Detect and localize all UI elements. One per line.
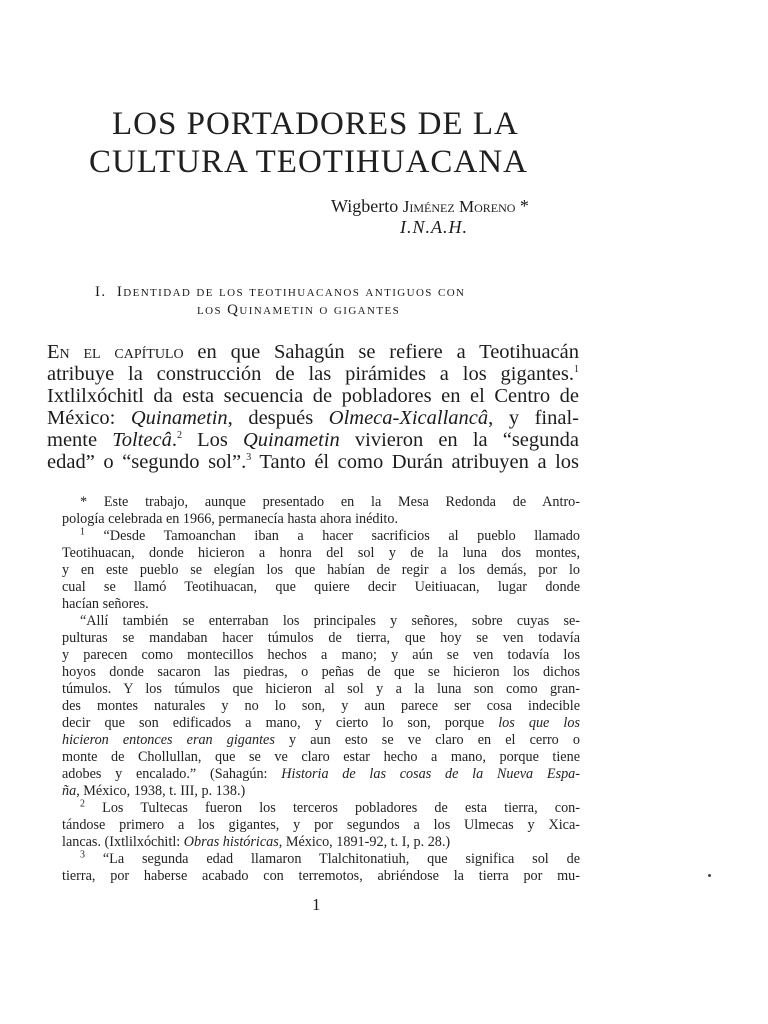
footnote-star-line-2: pología celebrada en 1966, permanecía hasta ahora inédito. bbox=[62, 511, 399, 527]
footnote-1-line-2: Teotihuacan, donde hicieron a honra del sol y de la luna dos montes, bbox=[62, 545, 580, 561]
footnote-1-text-15: adobes y encalado.” (Sahagún: bbox=[62, 766, 282, 782]
footnote-1-italic-13: hicieron entonces eran gigantes bbox=[62, 732, 275, 748]
scan-speck bbox=[708, 874, 711, 877]
article-title-line-2: CULTURA TEOTIHUACANA bbox=[89, 144, 528, 180]
footnote-1-line-14: monte de Chollullan, que se ve claro estar hecho a mano, porque tiene bbox=[62, 749, 580, 765]
body-italic-quinametin: Quinametin bbox=[130, 407, 228, 429]
body-line-4-c: , y final- bbox=[488, 407, 579, 429]
body-italic-quinametin-2: Quinametin bbox=[242, 429, 340, 451]
body-lead-small-caps: En el capítulo bbox=[47, 341, 184, 363]
footnote-2-line-3 bbox=[62, 834, 580, 851]
footnote-1-line-6: “Allí también se enterraban los principales y señores, sobre cuyas se- bbox=[80, 613, 580, 629]
body-line-1-text: en que Sahagún se refiere a Teotihuacán bbox=[183, 341, 579, 363]
section-number: I. bbox=[95, 284, 107, 300]
footnote-1-line-10: túmulos. Y los túmulos que hicieron al sol y a la luna son como gran- bbox=[62, 681, 580, 697]
body-line-4-a: México: bbox=[47, 407, 131, 429]
body-line-5-a: mente bbox=[47, 429, 113, 451]
body-line-5 bbox=[47, 429, 579, 451]
footnote-3-line-1 bbox=[80, 851, 580, 868]
page-number: 1 bbox=[312, 895, 321, 914]
footnote-2-text-1: Los Tultecas fueron los terceros pobladores de esta tierra, con- bbox=[85, 800, 580, 816]
footnote-3-text-1: “La segunda edad llamaron Tlalchitonatiuh, que significa sol de bbox=[85, 851, 580, 867]
footnote-1-line-11: des montes naturales y no lo son, y aun parece ser cosa indecible bbox=[62, 698, 580, 714]
footnote-3-mark: 3 bbox=[80, 849, 85, 861]
author-name bbox=[331, 196, 529, 217]
footnote-1-text-13: y aun esto se ve claro en el cerro o bbox=[274, 732, 580, 748]
footnote-1-line-7: pulturas se mandaban hacer túmulos de tierra, que hoy se ven todavía bbox=[62, 630, 580, 646]
author-affiliation: I.N.A.H. bbox=[400, 217, 468, 237]
author-footnote-mark: * bbox=[519, 196, 529, 216]
footnote-2-text-3a: lancas. (Ixtlilxóchitl: bbox=[62, 834, 184, 850]
footnote-1-italic-16: ña bbox=[62, 783, 77, 799]
body-line-4-b: , después bbox=[227, 407, 329, 429]
footnote-1-text-16: , México, 1938, t. III, p. 138.) bbox=[76, 783, 246, 799]
footnote-2-mark: 2 bbox=[80, 798, 85, 810]
footnote-2-italic-3: Obras históricas bbox=[183, 834, 279, 850]
body-line-5-c: Los bbox=[181, 429, 243, 451]
author-surname: Jiménez Moreno bbox=[402, 197, 516, 216]
footnote-1-text-12: decir que son edificados a mano, y cierto lo son, porque bbox=[62, 715, 499, 731]
footnote-1-text-1: “Desde Tamoanchan iban a hacer sacrificios al pueblo llamado bbox=[85, 528, 580, 544]
body-line-4 bbox=[47, 407, 579, 429]
body-line-5-d: vivieron en la “segunda bbox=[339, 429, 580, 451]
body-line-6 bbox=[47, 451, 579, 473]
body-line-5-b: . bbox=[171, 429, 177, 451]
section-heading-line-1 bbox=[95, 284, 465, 301]
footnote-2-line-1 bbox=[80, 800, 580, 817]
footnote-ref-3: 3 bbox=[246, 452, 252, 464]
section-heading-text-1: Identidad de los teotihuacanos antiguos con bbox=[116, 284, 466, 300]
footnote-1-line-5: hacían señores. bbox=[62, 596, 149, 612]
body-italic-olmeca: Olmeca-Xicallancâ bbox=[328, 407, 489, 429]
footnote-2-line-2: tándose primero a los gigantes, y por segundos a los Ulmecas y Xica- bbox=[62, 817, 580, 833]
footnote-1-line-4: cual se llamó Teotihuacan, que quiere decir Ueitiuacan, lugar donde bbox=[62, 579, 580, 595]
footnote-1-italic-12: los que los bbox=[498, 715, 580, 731]
footnote-ref-1: 1 bbox=[574, 364, 579, 376]
footnote-ref-2: 2 bbox=[176, 430, 182, 442]
body-line-6-a: edad” o “segundo sol”. bbox=[47, 451, 247, 473]
footnote-2-text-3b: , México, 1891-92, t. I, p. 28.) bbox=[278, 834, 451, 850]
body-italic-tolteca: Toltecâ bbox=[112, 429, 172, 451]
footnote-1-line-12 bbox=[62, 715, 580, 732]
footnote-1-line-9: hoyos donde sacaron las piedras, o peñas de que se hicieron los dichos bbox=[62, 664, 580, 680]
body-line-1 bbox=[47, 341, 579, 363]
footnote-3-line-2: tierra, por haberse acabado con terremotos, abriéndose la tierra por mu- bbox=[62, 868, 580, 884]
footnote-1-line-16 bbox=[62, 783, 580, 800]
section-heading-line-2: los Quinametin o gigantes bbox=[197, 302, 401, 318]
footnote-1-line-3: y en este pueblo se elegían los que habían de regir a los demás, por lo bbox=[62, 562, 580, 578]
footnote-1-line-15 bbox=[62, 766, 580, 783]
body-line-2-text: atribuye la construcción de las pirámides a los gigantes. bbox=[47, 363, 574, 385]
footnote-1-line-8: y parecen como montecillos hechos a mano; y aún se ven todavía los bbox=[62, 647, 580, 663]
footnote-1-italic-15: Historia de las cosas de la Nueva Espa- bbox=[281, 766, 580, 782]
article-title-line-1: LOS PORTADORES DE LA bbox=[112, 106, 519, 142]
footnote-star-line-1: * Este trabajo, aunque presentado en la Mesa Redonda de Antro- bbox=[80, 494, 580, 510]
author-first-name: Wigberto bbox=[331, 196, 399, 216]
footnote-1-line-1 bbox=[80, 528, 580, 545]
body-line-6-b: Tanto él como Durán atribuyen a los bbox=[251, 451, 579, 473]
body-line-2 bbox=[47, 363, 579, 385]
footnote-1-mark: 1 bbox=[80, 526, 85, 538]
footnote-1-line-13 bbox=[62, 732, 580, 749]
body-line-3: Ixtlilxóchitl da esta secuencia de pobladores en el Centro de bbox=[47, 385, 579, 407]
